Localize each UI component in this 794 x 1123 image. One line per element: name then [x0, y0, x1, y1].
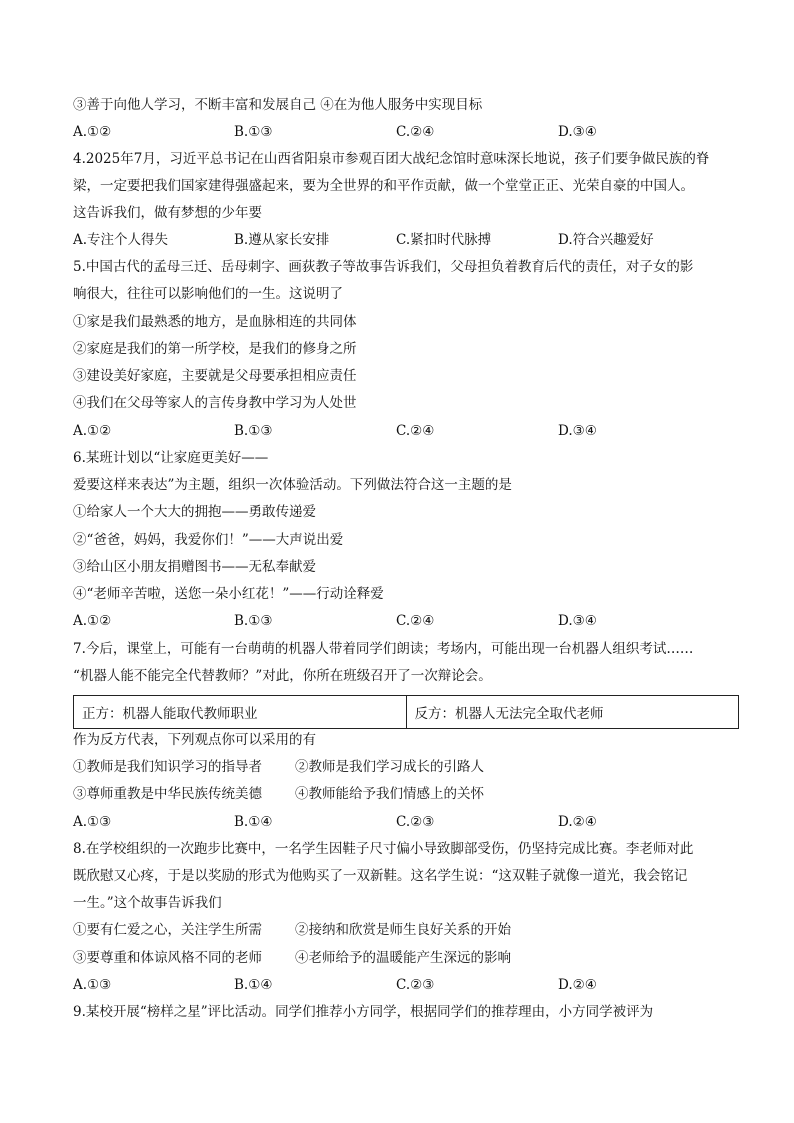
q5-option-a[interactable]: A.①②: [73, 423, 112, 439]
q7-statement-1: ①教师是我们知识学习的指导者: [73, 759, 262, 775]
q4-stem-line-1: 4.2025年7月，习近平总书记在山西省阳泉市参观百团大战纪念馆时意味深长地说，孩子们要争做民族的脊: [73, 151, 710, 167]
q4-stem-line-2: 梁，一定要把我们国家建得强盛起来，要为全世界的和平作贡献，做一个堂堂正正、光荣自豪的中国人。: [73, 178, 694, 194]
q7-options: [73, 813, 733, 831]
q8-option-d[interactable]: D.②④: [558, 977, 597, 993]
q5-statement-1: ①家是我们最熟悉的地方，是血脉相连的共同体: [73, 314, 357, 330]
q6-statement-4: ④“老师辛苦啦，送您一朵小红花！”——行动诠释爱: [73, 586, 384, 602]
q8-options: [73, 976, 733, 994]
q4-options: [73, 231, 733, 249]
q7-stem-line-2: “机器人能不能完全代替教师？”对此，你所在班级召开了一次辩论会。: [73, 668, 492, 684]
q8-stem-line-1: 8.在学校组织的一次跑步比赛中，一名学生因鞋子尺寸偏小导致脚部受伤，仍坚持完成比赛。李老师对此: [73, 841, 694, 857]
q8-statement-1: ①要有仁爱之心，关注学生所需: [73, 922, 262, 938]
q4-option-d[interactable]: D.符合兴趣爱好: [558, 232, 654, 248]
q6-option-a[interactable]: A.①②: [73, 613, 112, 629]
q5-option-d[interactable]: D.③④: [558, 423, 597, 439]
q5-stem-line-2: 响很大，往往可以影响他们的一生。这说明了: [73, 286, 343, 302]
q8-option-b[interactable]: B.①④: [234, 977, 273, 993]
q6-statement-3: ③给山区小朋友捐赠图书——无私奉献爱: [73, 559, 316, 575]
q8-statement-4: ④老师给予的温暖能产生深远的影响: [295, 950, 511, 966]
q7-statement-2: ②教师是我们学习成长的引路人: [295, 759, 484, 775]
q4-option-a[interactable]: A.专注个人得失: [73, 232, 169, 248]
q8-option-a[interactable]: A.①③: [73, 977, 112, 993]
q8-statement-2: ②接纳和欣赏是师生良好关系的开始: [295, 922, 511, 938]
q3-option-c[interactable]: C.②④: [396, 124, 435, 140]
q7-option-d[interactable]: D.②④: [558, 814, 597, 830]
q5-stem-line-1: 5.中国古代的孟母三迁、岳母刺字、画荻教子等故事告诉我们，父母担负着教育后代的责任，对子女的影: [73, 259, 694, 275]
q4-option-c[interactable]: C.紧扣时代脉搏: [396, 232, 492, 248]
q7-option-b[interactable]: B.①④: [234, 814, 273, 830]
q7-stem-line-1: 7.今后，课堂上，可能有一台萌萌的机器人带着同学们朗读；考场内，可能出现一台机器人组织考试……: [73, 641, 694, 657]
q6-statement-2: ②“爸爸，妈妈，我爱你们！”——大声说出爱: [73, 532, 344, 548]
q9-stem-line-1: 9.某校开展“榜样之星”评比活动。同学们推荐小方同学，根据同学们的推荐理由，小方同学被评为: [73, 1004, 654, 1020]
q6-stem-line-1: 6.某班计划以“让家庭更美好——: [73, 450, 269, 466]
q5-option-b[interactable]: B.①③: [234, 423, 273, 439]
q6-option-c[interactable]: C.②④: [396, 613, 435, 629]
q5-statement-2: ②家庭是我们的第一所学校，是我们的修身之所: [73, 341, 357, 357]
q4-stem-line-3: 这告诉我们，做有梦想的少年要: [73, 205, 262, 221]
q4-option-b[interactable]: B.遵从家长安排: [234, 232, 330, 248]
q5-statement-4: ④我们在父母等家人的言传身教中学习为人处世: [73, 395, 357, 411]
q7-statement-4: ④教师能给予我们情感上的关怀: [295, 786, 484, 802]
q6-option-d[interactable]: D.③④: [558, 613, 597, 629]
q7-option-c[interactable]: C.②③: [396, 814, 435, 830]
q3-statement: ③善于向他人学习，不断丰富和发展自己 ④在为他人服务中实现目标: [73, 97, 483, 113]
q3-option-d[interactable]: D.③④: [558, 124, 597, 140]
q6-options: [73, 612, 733, 630]
q7-after-table: 作为反方代表，下列观点你可以采用的有: [73, 732, 316, 748]
q5-option-c[interactable]: C.②④: [396, 423, 435, 439]
q5-statement-3: ③建设美好家庭，主要就是父母要承担相应责任: [73, 368, 357, 384]
debate-table: [73, 695, 739, 729]
q8-statement-3: ③要尊重和体谅风格不同的老师: [73, 950, 262, 966]
q6-statement-1: ①给家人一个大大的拥抱——勇敢传递爱: [73, 504, 316, 520]
q3-options: [73, 123, 733, 141]
q8-option-c[interactable]: C.②③: [396, 977, 435, 993]
q3-option-b[interactable]: B.①③: [234, 124, 273, 140]
q6-stem-line-2: 爱要这样来表达”为主题，组织一次体验活动。下列做法符合这一主题的是: [73, 477, 512, 493]
q7-option-a[interactable]: A.①③: [73, 814, 112, 830]
q7-statement-3: ③尊师重教是中华民族传统美德: [73, 786, 262, 802]
debate-negative-cell: 反方：机器人无法完全取代老师: [406, 696, 739, 729]
q8-stem-line-3: 一生。”这个故事告诉我们: [73, 895, 222, 911]
q5-options: [73, 422, 733, 440]
q3-option-a[interactable]: A.①②: [73, 124, 112, 140]
q8-stem-line-2: 既欣慰又心疼，于是以奖励的形式为他购买了一双新鞋。这名学生说：“这双鞋子就像一道光，我会铭记: [73, 868, 688, 884]
debate-affirmative-cell: 正方：机器人能取代教师职业: [74, 696, 407, 729]
q6-option-b[interactable]: B.①③: [234, 613, 273, 629]
